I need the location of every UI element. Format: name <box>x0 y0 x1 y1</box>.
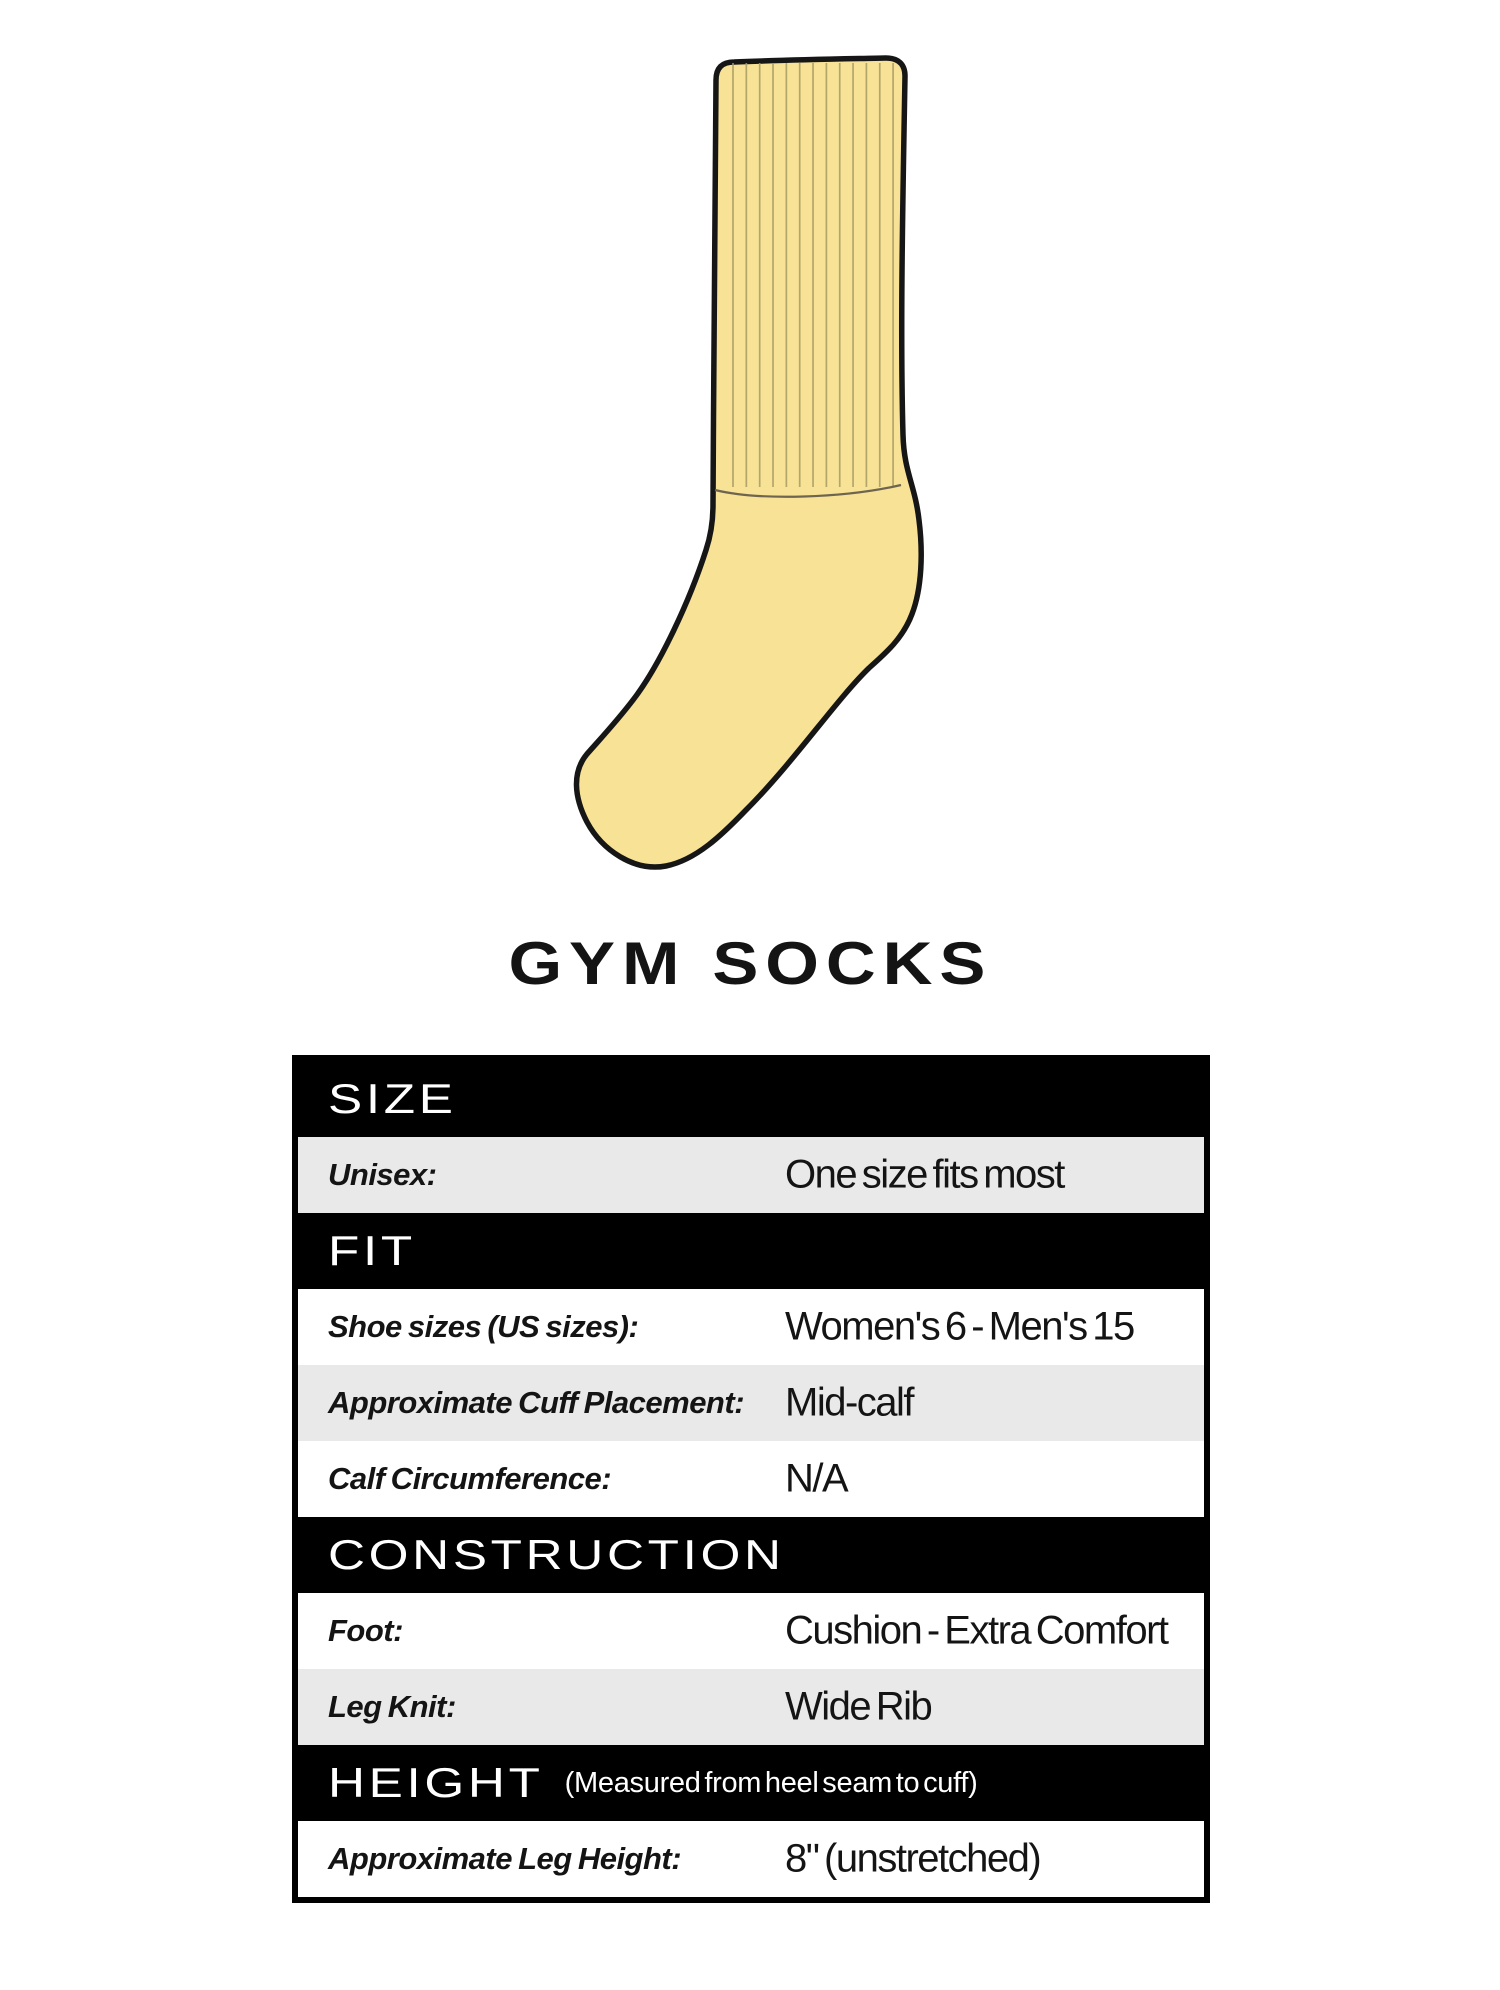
spec-row-value: Cushion - Extra Comfort <box>785 1608 1168 1653</box>
spec-table <box>292 1055 1210 1903</box>
spec-row <box>298 1137 1204 1213</box>
section-header-label: HEIGHT <box>328 1759 544 1806</box>
spec-row <box>298 1365 1204 1441</box>
spec-row <box>298 1593 1204 1669</box>
section-header-label: CONSTRUCTION <box>328 1531 785 1578</box>
spec-row-value: Mid-calf <box>785 1380 914 1425</box>
section-header-construction <box>298 1517 1204 1593</box>
spec-row <box>298 1821 1204 1897</box>
page-title-text: GYM SOCKS <box>508 930 992 997</box>
spec-row-label: Leg Knit: <box>328 1689 456 1724</box>
spec-row <box>298 1669 1204 1745</box>
section-header-fit <box>298 1213 1204 1289</box>
spec-row-value: 8" (unstretched) <box>785 1836 1041 1881</box>
spec-row-value: Women's 6 - Men's 15 <box>785 1304 1134 1349</box>
spec-row-label: Calf Circumference: <box>328 1461 612 1496</box>
spec-row-value: One size fits most <box>785 1152 1064 1197</box>
spec-row-value: Wide Rib <box>785 1684 932 1729</box>
section-header-note: (Measured from heel seam to cuff) <box>564 1766 978 1799</box>
section-header-label: FIT <box>328 1227 416 1274</box>
spec-row-label: Approximate Leg Height: <box>328 1841 682 1876</box>
sock-body <box>576 58 921 867</box>
spec-row <box>298 1441 1204 1517</box>
spec-row-label: Approximate Cuff Placement: <box>328 1385 745 1420</box>
spec-row-label: Unisex: <box>328 1157 437 1192</box>
spec-row-label: Shoe sizes (US sizes): <box>328 1309 639 1344</box>
page-title <box>0 922 1500 1006</box>
section-header-label: SIZE <box>328 1075 457 1122</box>
spec-row-value: N/A <box>785 1456 848 1501</box>
spec-row-label: Foot: <box>328 1613 403 1648</box>
section-header-size <box>298 1061 1204 1137</box>
section-header-height <box>298 1745 1204 1821</box>
spec-row <box>298 1289 1204 1365</box>
